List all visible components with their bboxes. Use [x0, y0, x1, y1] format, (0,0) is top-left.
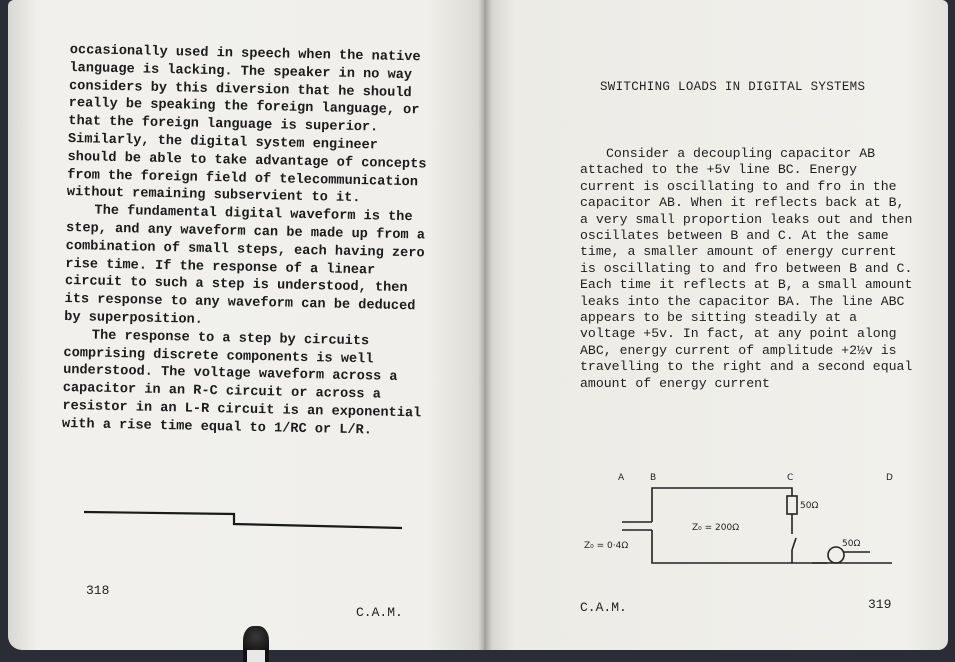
right-page-initials: C.A.M.	[580, 600, 627, 615]
line-impedance-label: Z₀ = 200Ω	[692, 523, 740, 533]
right-page-title: SWITCHING LOADS IN DIGITAL SYSTEMS	[600, 80, 866, 94]
resistor-load-label: 50Ω	[842, 539, 861, 549]
left-page-number: 318	[86, 583, 110, 598]
circuit-label-a: A	[618, 473, 625, 483]
circuit-label-c: C	[787, 473, 794, 483]
circuit-diagram	[580, 468, 900, 578]
resistor-top-label: 50Ω	[800, 501, 819, 511]
right-page-body	[580, 146, 915, 392]
right-paragraph-1: Consider a decoupling capacitor AB attached to the +5v line BC. Energy current is oscillating to and fro in the capacitor AB. When it reflects back at B, a very small proportion leaks out and then oscillates between B and C. At the same time, a smaller amount of energy current is oscillating to and fro between B and C. Each time it reflects at B, a small amount leaks into the capacitor BA. The line ABC appears to be sitting steadily at a voltage +5v. In fact, at any point along ABC, energy current of amplitude +2½v is travelling to the right and a second equal amount of energy current	[580, 146, 913, 391]
right-page-number: 319	[868, 597, 892, 612]
circuit-label-b: B	[650, 473, 657, 483]
left-page-body	[62, 42, 430, 441]
left-page-initials: C.A.M.	[356, 605, 403, 620]
capacitor-impedance-label: Z₀ = 0·4Ω	[584, 541, 629, 551]
left-paragraph-1: occasionally used in speech when the native language is lacking. The speaker in no way considers by this diversion that he should really be speaking the foreign language, or that the foreign language is superior. Similarly, the digital system engineer should be able to take advantage of concepts from the foreign field of telecommunication without remaining subservient to it.	[66, 42, 427, 207]
left-paragraph-3: The response to a step by circuits comprising discrete components is well understood. The voltage waveform across a capacitor in an R-C circuit or across a resistor in an L-R circuit is an exponential with a rise time equal to 1/RC or L/R.	[61, 328, 422, 439]
left-paragraph-2: The fundamental digital waveform is the step, and any waveform can be made up from a combination of small steps, each having zero rise time. If the response of a linear circuit to such a step is understood, then its response to any waveform can be deduced by superposition.	[64, 203, 426, 328]
circuit-label-d: D	[886, 473, 893, 483]
bookmark-ribbon-tail	[247, 650, 265, 662]
book-gutter	[478, 0, 492, 650]
step-waveform-drawing	[84, 500, 404, 540]
